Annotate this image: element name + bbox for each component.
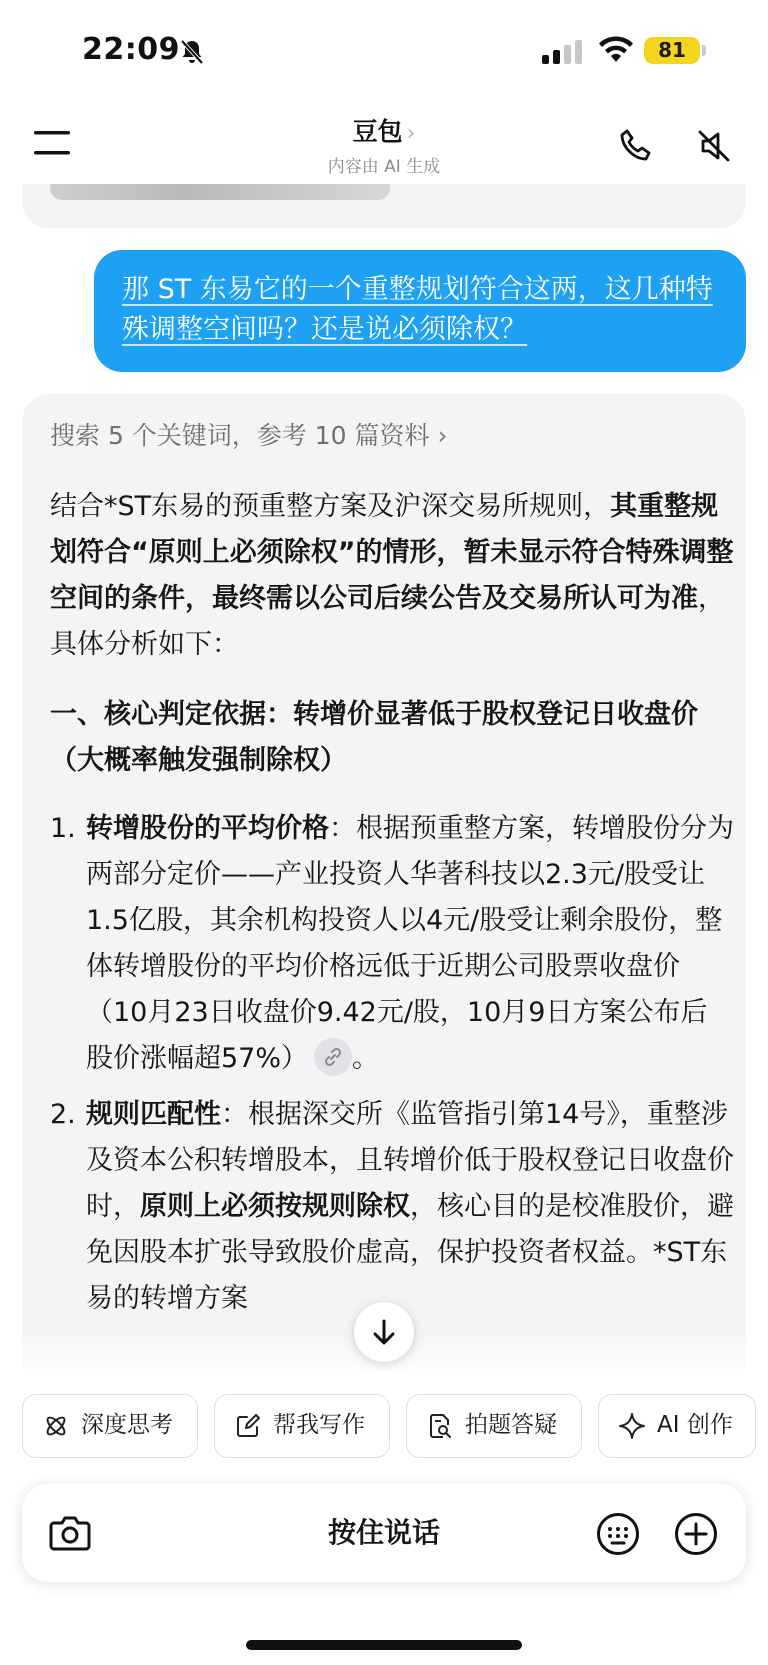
intro-tail-text: ，具体分析如下： <box>50 583 725 660</box>
sparkle-icon <box>619 1413 645 1439</box>
edit-icon <box>235 1413 261 1439</box>
wifi-icon <box>598 36 634 64</box>
list-item <box>50 1092 734 1322</box>
section-heading: 一、核心判定依据：转增价显著低于股权登记日收盘价（大概率触发强制除权） <box>50 699 698 776</box>
list-item-text-continued: ，核心目的是校准股价，避免因股本扩张导致股价虚高，保护投资者权益。*ST东易的转增方案 <box>86 1191 734 1314</box>
message-input-bar <box>22 1484 746 1582</box>
scroll-to-bottom-button[interactable] <box>354 1302 414 1362</box>
list-number: 2. <box>50 1099 76 1130</box>
intro-text: 结合*ST东易的预重整方案及沪深交易所规则， <box>50 491 611 522</box>
list-item-emphasis: 原则上必须按规则除权 <box>140 1191 410 1222</box>
status-time: 22:09 <box>82 32 180 67</box>
chat-header <box>0 100 768 184</box>
chip-label: 拍题答疑 <box>465 1412 557 1438</box>
chip-label: 深度思考 <box>81 1412 173 1438</box>
link-icon <box>322 1046 344 1068</box>
chip-label: AI 创作 <box>657 1412 733 1438</box>
ai-create-button[interactable] <box>598 1394 756 1458</box>
search-summary-text: 搜索 5 个关键词，参考 10 篇资料 <box>50 421 430 450</box>
quick-actions-bar <box>0 1370 768 1490</box>
chevron-right-icon: › <box>437 421 448 450</box>
list-number: 1. <box>50 813 76 844</box>
chevron-right-icon: › <box>406 121 416 146</box>
home-indicator[interactable] <box>246 1640 522 1650</box>
reference-link-button[interactable] <box>314 1038 352 1076</box>
write-for-me-button[interactable] <box>214 1394 390 1458</box>
search-summary-link[interactable] <box>50 416 734 456</box>
cellular-signal-icon <box>542 40 584 64</box>
camera-icon[interactable] <box>48 1512 92 1554</box>
list-item-text: ：根据深交所《监管指引第14号》，重整涉及资本公积转增股本，且转增价低于股权登记日收盘价时， <box>86 1099 734 1222</box>
deep-think-button[interactable] <box>22 1394 198 1458</box>
ai-answer-card <box>22 394 746 1394</box>
user-message-text: 那 ST 东易它的一个重整规划符合这两，这几种特殊调整空间吗？还是说必须除权？ <box>122 274 713 345</box>
battery-cap <box>702 45 706 56</box>
keyboard-icon[interactable] <box>596 1512 640 1556</box>
document-search-icon <box>427 1413 453 1439</box>
list-item-tail: 。 <box>352 1043 380 1074</box>
chip-label: 帮我写作 <box>273 1412 365 1438</box>
phone-call-icon[interactable] <box>616 126 656 166</box>
status-bar <box>0 0 768 100</box>
intro-bold-text: 其重整规划符合“原则上必须除权”的情形，暂未显示符合特殊调整空间的条件，最终需以公司后续公告及交易所认可为准 <box>50 491 734 614</box>
battery-level: 81 <box>658 38 686 62</box>
speaker-mute-icon[interactable] <box>694 126 734 166</box>
answer-intro-paragraph <box>50 484 734 668</box>
hold-to-talk-button[interactable]: 按住说话 <box>327 1516 440 1549</box>
photo-question-button[interactable] <box>406 1394 582 1458</box>
ai-generated-notice: 内容由 AI 生成 <box>327 157 441 177</box>
user-message-bubble[interactable] <box>94 250 746 372</box>
list-item <box>50 806 734 1082</box>
plus-icon[interactable] <box>674 1512 718 1556</box>
bell-off-icon <box>178 38 206 66</box>
list-item-heading: 转增股份的平均价格 <box>86 813 329 844</box>
ordered-list <box>50 806 734 1322</box>
list-item-heading: 规则匹配性 <box>86 1099 221 1130</box>
atom-icon <box>43 1413 69 1439</box>
list-item-text: ：根据预重整方案，转增股份分为两部分定价——产业投资人华著科技以2.3元/股受让1.5亿股，其余机构投资人以4元/股受让剩余股份，整体转增股份的平均价格远低于近期公司股票收盘价（10月23日收盘价9.42元/股，10月9日方案公布后股价涨幅超57%） <box>86 813 734 1074</box>
bot-name: 豆包 <box>352 117 403 146</box>
arrow-down-icon <box>369 1317 399 1347</box>
